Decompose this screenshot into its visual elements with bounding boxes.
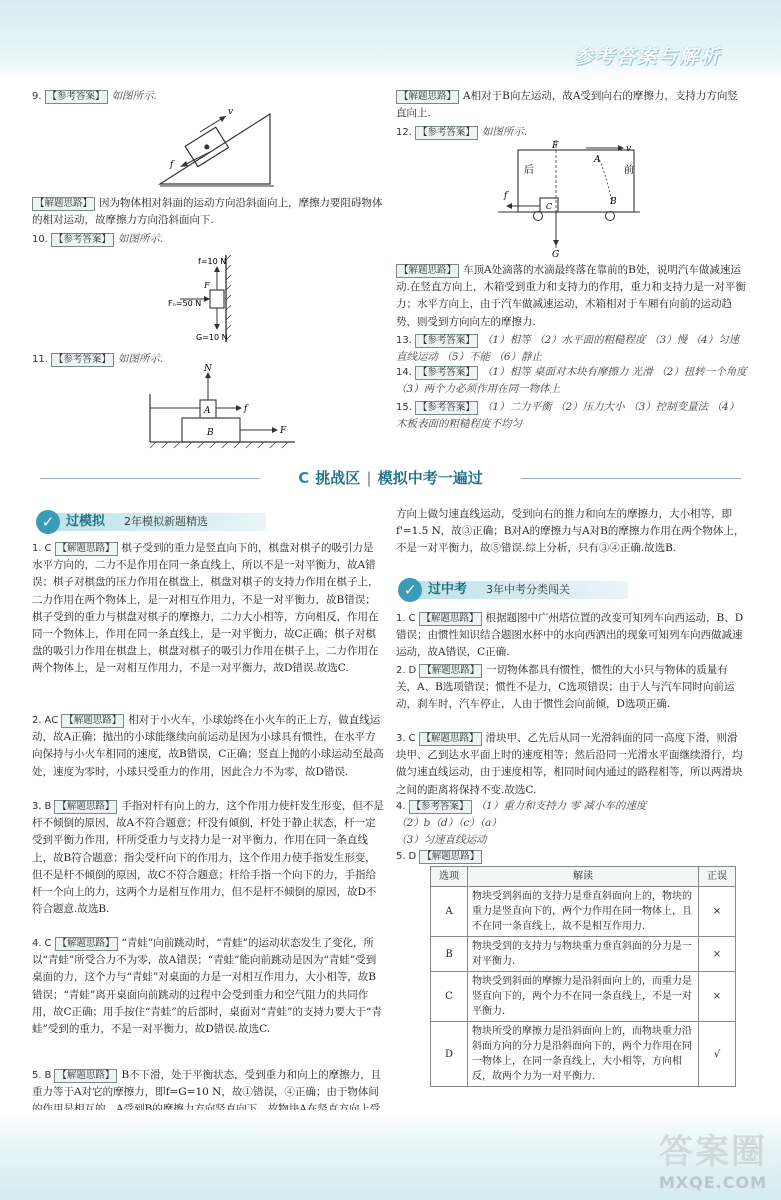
q10-wall-figure [168, 250, 258, 345]
C-label: C [546, 202, 553, 211]
exam-q1 [396, 610, 748, 662]
q-number: 4. [396, 801, 406, 812]
expl-tag: 【解题思路】 [419, 664, 482, 678]
q9-explanation [32, 195, 384, 229]
table-cell-text: 物块受到的支持力与物块重力垂直斜面的分力是一对平衡力. [468, 937, 699, 972]
exam-q5 [396, 848, 748, 865]
table-cell-text: 物块受到斜面的支持力是垂直斜面向上的，物块的重力是竖直向下的，两个力作用在同一物体上，且不在同一条直线上，故不是相互作用力. [468, 887, 699, 937]
q12-number: 12. [396, 127, 412, 138]
expl-tag: 【解题思路】 [55, 542, 118, 556]
check-icon: ✓ [398, 578, 422, 602]
table-header-row [431, 867, 736, 887]
check-icon: ✓ [36, 510, 60, 534]
answer-tag: 【参考答案】 [415, 401, 478, 415]
back-label: 后 [524, 165, 534, 176]
table-header: 选项 [431, 867, 468, 887]
expl-tag: 【解题思路】 [419, 850, 482, 864]
answer-tag: 【参考答案】 [415, 334, 478, 348]
B-label: B [207, 428, 214, 438]
N-label: N [204, 364, 212, 374]
q-text: 棋子受到的重力是竖直向下的，棋盘对棋子的吸引力是水平方向的，二力不是作用在同一条直线上，所以不是一对平衡力，故A错误；棋子对棋盘的压力作用在棋盘上，棋盘对棋子的支持力作用在棋子上，二力作用在两个物体上，是一对相互作用力，不是一对平衡力，故B错误；棋子受到的重力与棋盘对棋子的摩擦力，二力大小相等，方向相反，作用在同一个物体上，作用在同一条直线上，是一对平衡力，故C正确；棋子对棋盘的吸引力作用在棋盘上，棋盘对棋子的吸引力作用在棋子上，二力作用在两个物体上，是一对相互作用力，不是一对平衡力，故D错误.故选C. [32, 542, 379, 675]
A-label: A [204, 406, 211, 416]
q-answer-letter: D [408, 665, 417, 676]
table-cell-mark: √ [699, 1022, 736, 1087]
sub-header-desc: 2年模拟新题精选 [124, 515, 208, 528]
f-label: f [504, 191, 508, 201]
exam-q2 [396, 662, 748, 714]
q13-number: 13. [396, 335, 412, 346]
F-label: F [552, 141, 559, 151]
q-number: 2. [32, 715, 42, 726]
header-title: 参考答案与解析 [573, 46, 721, 68]
q-text-3: （3）匀速直线运动 [396, 834, 487, 847]
expl-tag: 【解题思路】 [54, 800, 117, 814]
expl-tag: 【解题思路】 [55, 937, 118, 951]
table-cell-option: A [431, 887, 468, 937]
q11-answer-text: 如图所示. [117, 353, 164, 365]
G-label: G [552, 250, 560, 260]
answer-tag: 【参考答案】 [45, 90, 108, 104]
table-cell-mark: × [699, 937, 736, 972]
q14-number: 14. [396, 367, 412, 378]
exam-q4 [396, 798, 748, 850]
expl-tag: 【解题思路】 [396, 264, 459, 278]
f-label: f [244, 404, 248, 414]
q-number: 3. [32, 801, 42, 812]
mock-q5-continued [396, 506, 748, 558]
q14-answer [396, 364, 748, 398]
sub-header-desc: 3年中考分类闯关 [486, 583, 570, 596]
q-text: 方向上做匀速直线运动，受到向右的推力和向左的摩擦力，大小相等，即f'=1.5 N，故③正确；B对A的摩擦力与A对B的摩擦力作用在两个物体上，不是一对平衡力，故⑤错误.综上分析，只有③④正确.故选B. [396, 508, 745, 555]
q-text: （1）重力和支持力 零 减小车的速度 [475, 800, 647, 812]
q-answer-letter: C [408, 733, 416, 744]
expl-tag: 【解题思路】 [61, 714, 124, 728]
q12-truck-figure [490, 140, 650, 260]
q-number: 4. [32, 938, 42, 949]
q-answer-letter: B [44, 1070, 52, 1081]
table-cell-option: C [431, 972, 468, 1022]
mock-q4 [32, 935, 384, 1038]
q9-number: 9. [32, 91, 42, 102]
v-label: v [228, 107, 234, 117]
section-title: C 挑战区 | 模拟中考一遍过 [288, 464, 493, 492]
q-number: 1. [32, 543, 42, 554]
sub-header-exam [398, 578, 628, 602]
q-answer-letter: B [44, 801, 52, 812]
table-header: 解读 [468, 867, 699, 887]
sub-header-mock [36, 510, 266, 534]
table-cell-mark: × [699, 972, 736, 1022]
analysis-table [430, 866, 736, 1087]
table-cell-option: B [431, 937, 468, 972]
section-subtitle: 模拟中考一遍过 [377, 469, 483, 487]
Fn-label: Fₙ=50 N [168, 299, 202, 308]
expl-tag: 【解题思路】 [396, 90, 459, 104]
v-label: v [626, 144, 632, 154]
q11-expl-text: A相对于B向左运动，故A受到向右的摩擦力，支持力方向竖直向上. [396, 90, 738, 120]
q-answer-letter: AC [44, 715, 59, 726]
q-text: 手指对杆有向上的力，这个作用力使杆发生形变，但不是杆不倾倒的原因，故A不符合题意；杆没有倾倒，杆处于静止状态，杆一定受到平衡力作用，杆所受重力与支持力是一对平衡力，作用在同一条直线上，故B符合题意；指尖受杆向下的作用力，这个作用力使手指发生形变，但不是杆不倾倒的原因，故C不符合题意；杆给手指一个向下的力，手指给杆一个向上的力，这两个力是相互作用力，但不是杆不倾倒的原因，故D不符合题意.故选B. [32, 800, 384, 916]
table-row [431, 972, 736, 1022]
q-text-2: （2）b（d）（c）（a） [396, 817, 502, 830]
section-letter: C [298, 469, 310, 487]
answer-tag: 【参考答案】 [51, 353, 114, 367]
q-answer-letter: C [408, 613, 416, 624]
exam-q3 [396, 730, 748, 799]
q15-answer [396, 399, 748, 433]
watermark-logo: 答案圈 MXQE.COM [658, 1132, 767, 1192]
F-label: F [204, 281, 210, 290]
divider-left [40, 478, 260, 479]
section-c-heading [0, 464, 781, 492]
q9-answer-text: 如图所示. [111, 90, 157, 102]
q9-expl-text: 因为物体相对斜面的运动方向沿斜面向上，摩擦力要阻碍物体的相对运动，故摩擦力方向沿斜面向下. [32, 197, 383, 227]
table-row [431, 937, 736, 972]
q-answer-letter: C [44, 543, 52, 554]
q14-text: （1）相等 桌面对木块有摩擦力 光滑 （2）扭转一个角度 （3）两个力必须作用在同一物体上 [396, 366, 747, 396]
q12-answer [396, 124, 748, 141]
q12-expl-text: 车顶A处滴落的水滴最终落在靠前的B处，说明汽车做减速运动.在竖直方向上，木箱受到重力和支持力的作用，重力和支持力是一对平衡力；水平方向上，由于汽车做减速运动，木箱相对于车厢有向前的运动趋势，则受到方向向左的摩擦力. [396, 264, 746, 328]
q11-number: 11. [32, 354, 48, 365]
q-number: 5. [396, 851, 406, 862]
q10-answer-text: 如图所示. [117, 233, 164, 245]
sub-header-main: 过中考 [428, 582, 468, 597]
q13-text: （1）相等 （2）水平面的粗糙程度 （3）慢 （4）匀速直线运动 （5）不能 （6）静止 [396, 334, 740, 364]
table-header: 正误 [699, 867, 736, 887]
q15-text: （1）二力平衡 （2）压力大小 （3）控制变量法 （4）木板表面的粗糙程度不均匀 [396, 401, 740, 431]
q-text: 相对于小火车，小球始终在小火车的正上方，做直线运动，故A正确；抛出的小球能继续向前运动是因为小球具有惯性，在水平方向保持与小火车相同的速度，故B错误，C正确；竖直上抛的小球运动至最高处，速度为零时，小球只受重力的作用，因此合力不为零，故D错误. [32, 714, 384, 778]
mock-q3 [32, 798, 384, 918]
q-answer-letter: C [44, 938, 52, 949]
q-text: B不下滑，处于平衡状态，受到重力和向上的摩擦力，且重力等于A对它的摩擦力，即f=G=10 N，故①错误，④正确；由于物体间 [32, 1069, 382, 1099]
q10-number: 10. [32, 234, 48, 245]
expl-tag: 【解题思路】 [54, 1069, 117, 1083]
q-number: 3. [396, 733, 406, 744]
sub-header-main: 过模拟 [66, 514, 106, 529]
table-row [431, 1022, 736, 1087]
expl-tag: 【解题思路】 [32, 197, 95, 211]
q-number: 2. [396, 665, 406, 676]
F-label: F [280, 426, 287, 436]
expl-tag: 【解题思路】 [419, 612, 482, 626]
answer-tag: 【参考答案】 [51, 233, 114, 247]
front-label: 前 [624, 165, 634, 176]
q10-answer [32, 231, 384, 248]
left-top-column [32, 88, 384, 105]
expl-tag: 【解题思路】 [419, 732, 482, 746]
answer-tag: 【参考答案】 [409, 800, 472, 814]
q-number: 5. [32, 1070, 42, 1081]
q-text: “青蛙”向前跳动时，“青蛙”的运动状态发生了变化，所以“青蛙”所受合力不为零，故A错误；“青蛙”能向前跳动是因为“青蛙”受到桌面的力，这个力与“青蛙”对桌面的力是一对相互作用力，大小相等，故B错误；“青蛙”离开桌面向前跳动的过程中会受到重力和空气阻力的共同作用，故C正确；用手按住“青蛙”的后部时，桌面对“青蛙”的支持力要大于“青蛙”受到的重力，不是一对平衡力，故D错误.故选C. [32, 937, 382, 1036]
q11-explanation [396, 88, 748, 122]
f-label: f [170, 160, 174, 170]
table-cell-mark: × [699, 887, 736, 937]
q13-answer [396, 332, 748, 366]
mock-q2 [32, 712, 384, 781]
A-label: A [594, 155, 601, 165]
q9-incline-figure [140, 104, 290, 194]
q-text: 一切物体都具有惯性，惯性的大小只与物体的质量有关，A、B选项错误；惯性不是力，C选项错误；由于人与汽车同时向前运动，刹车时，汽车停止，人由于惯性会向前倾，D选项正确. [396, 664, 735, 711]
q12-answer-text: 如图所示. [481, 126, 528, 138]
q-answer-letter: D [408, 851, 417, 862]
q-text: 滑块甲、乙先后从同一光滑斜面的同一高度下滑，则滑块甲、乙到达水平面上时的速度相等；然后沿同一光滑水平面继续滑行，均做匀速直线运动，由于速度相等，相同时间内通过的路程相等，所以两滑块之间的距离将保持不变.故选C. [396, 732, 743, 796]
answer-tag: 【参考答案】 [415, 366, 478, 380]
table-cell-option: D [431, 1022, 468, 1087]
q9-answer [32, 88, 384, 105]
mock-q1 [32, 540, 384, 678]
answer-tag: 【参考答案】 [415, 126, 478, 140]
table-row [431, 887, 736, 937]
q-text: 根据题图中广州塔位置的改变可知列车向西运动，B、D错误；由惯性知识结合题图水杯中的水向西洒出的现象可知列车向西做减速运动，故A错误，C正确. [396, 612, 744, 659]
B-label: B [610, 197, 617, 207]
f-value-label: f=10 N [198, 257, 227, 266]
q11-block-figure [140, 364, 300, 450]
divider-right [521, 478, 741, 479]
G-label: G=10 N [196, 333, 228, 342]
table-cell-text: 物块受到斜面的摩擦力是沿斜面向上的，而重力是竖直向下的，两个力不在同一条直线上，不是一对平衡力. [468, 972, 699, 1022]
q-number: 1. [396, 613, 406, 624]
q12-explanation [396, 262, 748, 331]
table-cell-text: 物块所受的摩擦力是沿斜面向上的，而物块重力沿斜面方向的分力是沿斜面向下的，两个力作用在同一物体上，在同一条直线上，大小相等，方向相反，故两个力为一对平衡力. [468, 1022, 699, 1087]
section-name: 挑战区 [315, 469, 361, 487]
q15-number: 15. [396, 402, 412, 413]
